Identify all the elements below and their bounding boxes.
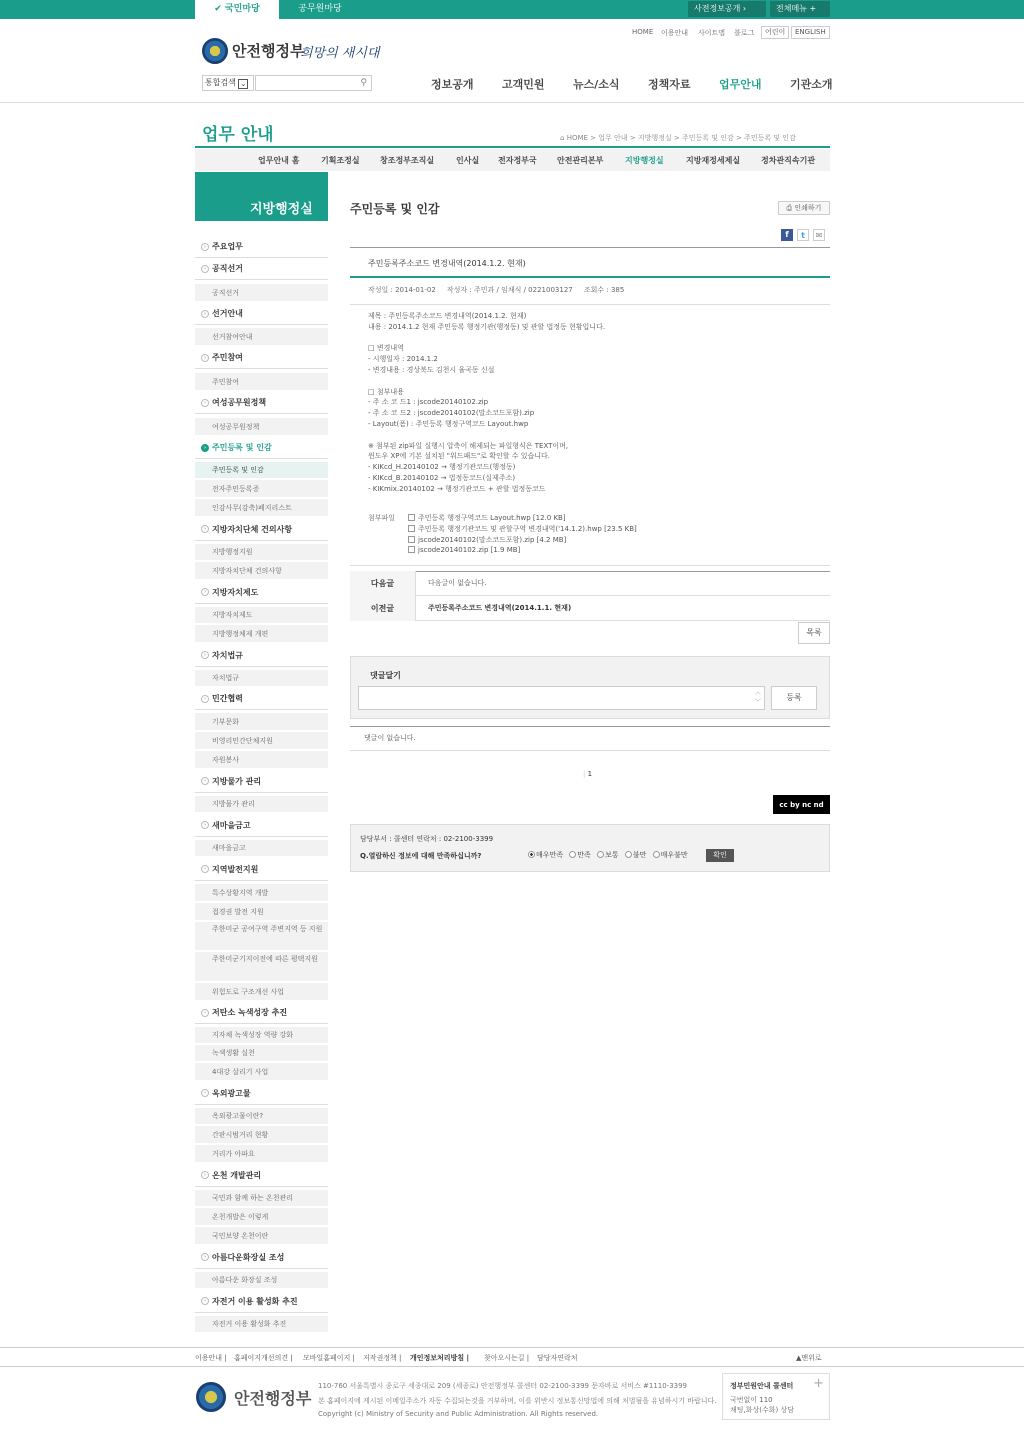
- satisfaction-options: [528, 850, 688, 860]
- article-body-line: 내용 : 2014.1.2 현재 주민등록 행정기관(행정동) 및 관할 법정동 현황입니다.: [368, 322, 606, 331]
- lnb-subitem[interactable]: [195, 1045, 328, 1062]
- chevron-right-icon: ›: [201, 265, 209, 273]
- footer-link[interactable]: 이용안내 |: [195, 1354, 227, 1362]
- breadcrumb-text[interactable]: HOME > 업무 안내 > 지방행정실 > 주민등록 및 인감 > 주민등록 및 인감: [566, 134, 796, 142]
- lnb-subitem[interactable]: [195, 562, 328, 580]
- lnb-item-label: 주민참여: [212, 378, 240, 386]
- page-number[interactable]: 1: [587, 770, 593, 778]
- lnb-subitem[interactable]: [195, 1272, 328, 1289]
- article-body-line: □ 첨부내용: [368, 387, 404, 396]
- lnb-item-label: 주민등록 및 인감: [212, 443, 272, 452]
- dept-info: 담당부서 : 콜센터 연락처 : 02-2100-3399: [360, 835, 494, 843]
- footer-link[interactable]: 개인정보처리방침 |: [410, 1354, 470, 1362]
- chevron-right-icon: ›: [201, 588, 209, 596]
- radio-icon: [597, 851, 604, 858]
- article-meta-line: [350, 304, 830, 305]
- lnb-item-label: 선거안내: [212, 309, 243, 318]
- radio-icon: [625, 851, 632, 858]
- article-body-line: 제목 : 주민등록주소코드 변경내역(2014.1.2. 현재): [368, 312, 527, 320]
- gnb-about[interactable]: 기관소개: [790, 78, 833, 91]
- lnb-subitem[interactable]: [195, 1063, 328, 1081]
- breadcrumb: [560, 133, 796, 143]
- mail-icon[interactable]: ✉: [813, 229, 825, 241]
- no-comment-text: 댓글이 없습니다.: [364, 734, 416, 742]
- lnb-item-label: 자전거 이용 활성화 추진: [212, 1320, 287, 1328]
- lnb-subitem[interactable]: [195, 903, 328, 921]
- lnb-subitem[interactable]: [195, 1190, 328, 1207]
- lnb-item-label: 특수상황지역 개발: [212, 889, 269, 897]
- subnav-direct[interactable]: 정차관직속기관: [761, 156, 816, 165]
- lnb-item[interactable]: [195, 518, 328, 541]
- comment-submit-button[interactable]: 등록: [771, 686, 817, 710]
- footer-link[interactable]: 홈페이지개선의견 |: [234, 1354, 293, 1362]
- lnb-subitem[interactable]: [195, 751, 328, 769]
- lnb-item-label: 기부문화: [212, 718, 240, 726]
- scroll-arrows-icon[interactable]: ︿ ﹀: [754, 689, 761, 706]
- lnb-item[interactable]: [195, 688, 328, 710]
- radio-normal[interactable]: [597, 851, 619, 859]
- file-icon: [408, 536, 415, 543]
- lnb-item[interactable]: [195, 347, 328, 369]
- chevron-right-icon: ›: [201, 1297, 209, 1305]
- lnb-item-label: 아름다운화장실 조성: [212, 1253, 285, 1262]
- lnb-item-label: 온천개발은 이렇게: [212, 1213, 269, 1221]
- util-home[interactable]: HOME: [632, 28, 654, 36]
- chevron-down-icon: ⌄: [238, 79, 248, 89]
- divider: [350, 750, 830, 751]
- footer-link[interactable]: 담당자연락처: [537, 1354, 578, 1362]
- lnb-item[interactable]: [195, 814, 328, 837]
- lnb-item-label: 국민과 함께 하는 온천관리: [212, 1194, 294, 1202]
- footer-logo: 안전행정부: [234, 1389, 312, 1408]
- facebook-icon[interactable]: f: [781, 229, 793, 241]
- lnb-item-label: 위험도로 구조개선 사업: [212, 988, 285, 996]
- article-body-line: - Layout(폼) : 주민등록 행정구역코드 Layout.hwp: [368, 420, 529, 428]
- lnb-item-label: 주민참여: [212, 353, 243, 362]
- lnb-item-label: 지방행정체제 개편: [212, 630, 269, 638]
- radio-very-satisfied[interactable]: [528, 851, 563, 859]
- satisfaction-question: Q.열람하신 정보에 대해 만족하십니까?: [360, 852, 482, 860]
- file-icon: [408, 546, 415, 553]
- page-title: 업무 안내: [202, 125, 274, 145]
- lnb-item[interactable]: [195, 236, 328, 258]
- attachment-name[interactable]: jscode20140102(말소코드포함).zip [4.2 MB]: [418, 536, 567, 544]
- lnb-subitem[interactable]: [195, 544, 328, 561]
- lnb-item[interactable]: [195, 1002, 328, 1024]
- subnav-home[interactable]: 업무안내 홈: [258, 156, 300, 165]
- subnav-safety[interactable]: 안전관리본부: [557, 156, 604, 165]
- prev-post-link[interactable]: 주민등록주소코드 변경내역(2014.1.1. 현재): [428, 604, 572, 612]
- chevron-right-icon: ›: [201, 865, 209, 873]
- pagination: | 1: [583, 770, 593, 778]
- lnb-item[interactable]: [195, 1246, 328, 1269]
- lnb-item-label: 자치법규: [212, 651, 243, 660]
- lnb-subitem[interactable]: [195, 840, 328, 857]
- lnb-subitem[interactable]: [195, 625, 328, 643]
- chevron-right-icon: ›: [201, 310, 209, 318]
- lnb-item-label: 지방물가 관리: [212, 777, 262, 786]
- content-title: 주민등록 및 인감: [350, 202, 440, 216]
- logo-emblem-icon[interactable]: [202, 38, 228, 64]
- gnb-info[interactable]: 정보공개: [431, 78, 474, 91]
- radio-icon: [653, 851, 660, 858]
- lnb-subitem[interactable]: [195, 732, 328, 750]
- lnb-subitem[interactable]: [195, 1108, 328, 1125]
- print-button[interactable]: [778, 201, 830, 215]
- lnb-item-label: 새마을금고: [212, 821, 251, 830]
- lnb-item-label: 지방자치단체 건의사항: [212, 525, 293, 534]
- subnav-personnel[interactable]: 인사실: [456, 156, 480, 165]
- lnb-subitem[interactable]: [195, 418, 328, 436]
- search-icon[interactable]: ⚲: [360, 78, 367, 88]
- prior-info-button[interactable]: 사전정보공개 ›: [688, 1, 766, 17]
- printer-icon: ⎙: [786, 204, 793, 212]
- lnb-item[interactable]: [195, 392, 328, 414]
- util-kids[interactable]: 어린이: [761, 26, 789, 39]
- prev-post-label: 이전글: [350, 596, 416, 621]
- lnb-item-label: 자원봉사: [212, 756, 240, 764]
- lnb-item-label: 지역발전지원: [212, 865, 259, 874]
- lnb-item-label: 주한미군기지이전에 따른 평택지원: [212, 955, 318, 963]
- util-guide[interactable]: 이용안내: [661, 29, 689, 37]
- back-to-top-link[interactable]: ▲맨위로: [796, 1354, 822, 1362]
- lnb-subitem[interactable]: [195, 462, 328, 479]
- attachment-file[interactable]: [408, 513, 566, 523]
- article-subject: 주민등록주소코드 변경내역(2014.1.2. 현재): [368, 259, 526, 268]
- lnb-subitem[interactable]: [195, 373, 328, 391]
- file-icon: [408, 514, 415, 521]
- chevron-right-icon: ›: [201, 777, 209, 785]
- lnb-item-label: 주민등록 및 인감: [212, 466, 264, 474]
- lnb-item[interactable]: [195, 1082, 328, 1105]
- radio-satisfied[interactable]: [569, 851, 591, 859]
- chevron-right-icon: ›: [201, 1253, 209, 1261]
- prev-post-row: [350, 596, 830, 621]
- header-divider: [0, 102, 1024, 103]
- lnb-subitem[interactable]: [195, 1316, 328, 1333]
- lnb-subitem[interactable]: [195, 796, 328, 813]
- lnb-item[interactable]: [195, 437, 328, 459]
- option-label: 보통: [605, 851, 619, 859]
- call-center-number: 국번없이 110: [730, 1396, 773, 1404]
- chevron-right-icon: ›: [201, 444, 209, 452]
- top-bar: [0, 0, 1024, 19]
- chevron-right-icon: ›: [201, 243, 209, 251]
- article-subject-line: [350, 276, 830, 278]
- lnb-item-label: 지방물가 관리: [212, 800, 255, 808]
- satisfaction-box: [350, 824, 830, 872]
- attachment-file[interactable]: [408, 546, 520, 554]
- subnav-finance[interactable]: 지방재정세제실: [686, 156, 741, 165]
- attachment-file[interactable]: [408, 535, 566, 545]
- chevron-right-icon: ›: [201, 1171, 209, 1179]
- chevron-right-icon: ›: [201, 354, 209, 362]
- cc-license-badge[interactable]: cc by nc nd: [773, 795, 830, 814]
- lnb-item-label: 여성공무원정책: [212, 423, 260, 431]
- article-body-line: 윈도우 XP에 기본 설치된 "워드패드"로 확인할 수 있습니다.: [368, 452, 551, 461]
- lnb-subitem[interactable]: [195, 670, 328, 687]
- footer-link[interactable]: 저작권정책 |: [363, 1354, 402, 1362]
- call-center-chat: 채팅,화상(수화) 상담: [730, 1406, 795, 1414]
- lnb-item-label: 지방자치제도: [212, 611, 253, 619]
- full-menu-label: 전체메뉴: [776, 4, 807, 13]
- attachment-name[interactable]: 주민등록 행정기관코드 및 관할구역 변경내역('14.1.2).hwp [23.5 KB]: [418, 525, 637, 533]
- radio-on-icon: [528, 851, 535, 858]
- chevron-right-icon: ›: [201, 525, 209, 533]
- footer-address: 110-760 서울특별시 종로구 세종대로 209 (세종로) 안전행정부 콜센터 02-2100-3399 문자바로 서비스 #1110-3399: [318, 1382, 688, 1390]
- footer-emblem-icon: [196, 1382, 226, 1412]
- lnb-item[interactable]: [195, 258, 328, 280]
- search-scope-label: 통합검색: [205, 78, 236, 87]
- lnb-item-label: 온천 개발관리: [212, 1171, 262, 1180]
- radio-icon: [569, 851, 576, 858]
- footer-link[interactable]: 찾아오시는길 |: [484, 1354, 530, 1362]
- attachment-file[interactable]: [408, 524, 637, 534]
- lnb-subitem[interactable]: [195, 284, 328, 302]
- gnb-civil[interactable]: 고객민원: [502, 78, 545, 91]
- option-label: 매우불만: [660, 851, 688, 859]
- article-body-line: □ 변경내역: [368, 344, 404, 353]
- footer-notice: 본 홈페이지에 게시된 이메일주소가 자동 수집되는것을 거부하며, 이를 위반시 정보통신망법에 의해 처벌됨을 유념하시기 바랍니다.: [318, 1397, 717, 1405]
- footer-top-line: [0, 1347, 1024, 1348]
- lnb-item-label: 민간협력: [212, 694, 243, 703]
- lnb-item[interactable]: [195, 581, 328, 604]
- article-body-line: - 주 소 코 드1 : jscode20140102.zip: [368, 398, 489, 407]
- lnb-item-label: 아름다운 화장실 조성: [212, 1276, 278, 1284]
- option-label: 만족: [577, 851, 591, 859]
- lnb-item-label: 녹색생활 실천: [212, 1049, 255, 1057]
- subnav-planning[interactable]: 기획조정실: [321, 156, 360, 165]
- tab-citizen[interactable]: ✔ 국민마당: [195, 0, 279, 19]
- comment-textarea[interactable]: [358, 686, 765, 710]
- lnb-item-label: 자전거 이용 활성화 추진: [212, 1297, 298, 1306]
- util-english[interactable]: ENGLISH: [791, 26, 830, 39]
- search-input[interactable]: [255, 75, 372, 91]
- lnb-subitem[interactable]: [195, 952, 328, 982]
- title-divider: [195, 146, 830, 148]
- lnb-item-label: 옥외광고물: [212, 1089, 251, 1098]
- lnb-item-label: 전자주민등록증: [212, 485, 260, 493]
- article-body-line: - 변경내용 : 경상북도 김천시 율곡동 신설: [368, 366, 495, 374]
- lnb-item-label: 지방자치제도: [212, 588, 259, 597]
- lnb-subitem[interactable]: [195, 1145, 328, 1163]
- plus-icon[interactable]: +: [813, 1376, 824, 1391]
- lnb-subitem[interactable]: [195, 1227, 328, 1245]
- comment-title: 댓글달기: [370, 671, 401, 680]
- lnb-item[interactable]: [195, 770, 328, 793]
- lnb-item[interactable]: [195, 1290, 328, 1313]
- radio-very-unsatisfied[interactable]: [653, 851, 688, 859]
- lnb-item[interactable]: [195, 1164, 328, 1187]
- lnb-item-label: 옥외광고물이란?: [212, 1112, 264, 1120]
- lnb-subitem[interactable]: [195, 884, 328, 902]
- lnb-subitem[interactable]: [195, 1027, 328, 1044]
- search-scope-select[interactable]: [202, 75, 254, 91]
- option-label: 매우만족: [536, 851, 564, 859]
- next-post-value: 다음글이 없습니다.: [428, 579, 487, 587]
- footer-copyright: Copyright (c) Ministry of Security and Public Administration. All Rights reserved.: [318, 1410, 599, 1418]
- footer-mid-line: [0, 1366, 1024, 1367]
- attachment-name[interactable]: 주민등록 행정구역코드 Layout.hwp [12.0 KB]: [418, 514, 566, 522]
- util-blog[interactable]: 블로그: [734, 29, 755, 37]
- lnb-item-label: 접경권 발전 지원: [212, 908, 264, 916]
- prior-info-label: 사전정보공개: [694, 4, 741, 13]
- divider: [350, 726, 830, 727]
- lnb-item-label: 새마을금고: [212, 844, 246, 852]
- article-body-line: - KIKmix.20140102 → 행정기관코드 + 관할 법정동코드: [368, 484, 546, 493]
- lnb-item-label: 공직선거: [212, 264, 243, 273]
- article-body-line: - KIKcd_B.20140102 → 법정동코드(실제주소): [368, 474, 516, 482]
- lnb-item-label: 주한미군 공여구역 주변지역 등 지원: [212, 925, 323, 933]
- twitter-icon[interactable]: t: [797, 229, 809, 241]
- article-top-line: [350, 247, 830, 248]
- chevron-right-icon: ›: [201, 1089, 209, 1097]
- lnb-item-label: 거리가 아파요: [212, 1150, 255, 1158]
- gnb-policy[interactable]: 정책자료: [648, 78, 691, 91]
- call-center-box[interactable]: [722, 1373, 830, 1420]
- gnb-work[interactable]: 업무안내: [719, 78, 762, 91]
- lnb-item-label: 인감사무(감축)폐지리스트: [212, 504, 292, 512]
- home-icon: ⌂: [560, 134, 565, 142]
- lnb-subitem[interactable]: [195, 1126, 328, 1144]
- lnb-item[interactable]: [195, 644, 328, 667]
- lnb-item-label: 비영리민간단체지원: [212, 737, 273, 745]
- satisfaction-submit-button[interactable]: 확인: [706, 849, 734, 862]
- attachments-label: 첨부파일: [368, 514, 396, 522]
- lnb-item-label: 자치법규: [212, 674, 240, 682]
- subnav-local[interactable]: 지방행정실: [625, 156, 664, 165]
- call-center-title: 정부민원안내 콜센터: [730, 1382, 794, 1390]
- lnb-item[interactable]: [195, 858, 328, 881]
- chevron-right-icon: ›: [201, 695, 209, 703]
- lnb-subitem[interactable]: [195, 328, 328, 346]
- article-body-line: - 시행일자 : 2014.1.2: [368, 355, 438, 364]
- next-post-label: 다음글: [350, 571, 416, 596]
- lnb-subitem[interactable]: [195, 607, 328, 624]
- lnb-item-label: 저탄소 녹색성장 추진: [212, 1008, 288, 1017]
- lnb-subitem[interactable]: [195, 922, 328, 951]
- util-sitemap[interactable]: 사이트맵: [698, 29, 726, 37]
- lnb-item-label: 간판시범거리 현황: [212, 1131, 269, 1139]
- lnb-item-label: 주요업무: [212, 242, 243, 251]
- logo-text[interactable]: 안전행정부: [232, 42, 305, 60]
- subnav-org[interactable]: 창조정부조직실: [380, 156, 435, 165]
- lnb-item-label: 선거참여안내: [212, 333, 253, 341]
- chevron-right-icon: ›: [201, 399, 209, 407]
- option-label: 불만: [632, 851, 647, 859]
- lnb-subitem[interactable]: [195, 1208, 328, 1226]
- lnb-subitem[interactable]: [195, 480, 328, 498]
- radio-unsatisfied[interactable]: [625, 851, 647, 859]
- lnb-subitem[interactable]: [195, 713, 328, 731]
- lnb-title: 지방행정실: [250, 202, 313, 217]
- article-meta: 작성일 : 2014-01-02 작성자 : 주민과 / 임채식 / 0221003127 조회수 : 385: [368, 286, 625, 294]
- lnb-item-label: 지자체 녹색성장 역량 강화: [212, 1031, 294, 1039]
- lnb-subitem[interactable]: [195, 983, 328, 1001]
- list-button[interactable]: 목록: [798, 622, 830, 644]
- slogan: 희망의 새시대: [300, 46, 380, 61]
- lnb-item-label: 여성공무원정책: [212, 398, 267, 407]
- next-post-row: [350, 571, 830, 596]
- file-icon: [408, 525, 415, 532]
- divider: [350, 565, 830, 566]
- lnb-item-label: 지방자치단체 건의사항: [212, 567, 282, 575]
- gnb-news[interactable]: 뉴스/소식: [573, 78, 620, 91]
- article-body-line: ※ 첨부된 zip파일 실행시 압축이 해제되는 파일형식은 TEXT이며,: [368, 441, 569, 450]
- article-body-line: - 주 소 코 드2 : jscode20140102(말소코드포함).zip: [368, 409, 535, 418]
- chevron-right-icon: ›: [201, 651, 209, 659]
- lnb-item-label: 4대강 살리기 사업: [212, 1068, 269, 1076]
- tab-official[interactable]: 공무원마당: [298, 4, 342, 14]
- article-body-line: - KIKcd_H.20140102 → 행정기관코드(행정동): [368, 463, 516, 472]
- lnb-item-label: 공직선거: [212, 289, 240, 297]
- chevron-right-icon: ›: [201, 821, 209, 829]
- chevron-right-icon: ›: [201, 1009, 209, 1017]
- lnb-subitem[interactable]: [195, 499, 328, 517]
- lnb-item-label: 지방행정지원: [212, 548, 253, 556]
- full-menu-button[interactable]: 전체메뉴 +: [770, 1, 830, 17]
- print-label: 인쇄하기: [794, 204, 822, 212]
- lnb-item[interactable]: [195, 303, 328, 325]
- subnav-egov[interactable]: 전자정부국: [498, 156, 537, 165]
- footer-link[interactable]: 모바일홈페이지 |: [303, 1354, 355, 1362]
- lnb-item-label: 국민보양 온천이란: [212, 1232, 269, 1240]
- attachment-name[interactable]: jscode20140102.zip [1.9 MB]: [418, 546, 521, 554]
